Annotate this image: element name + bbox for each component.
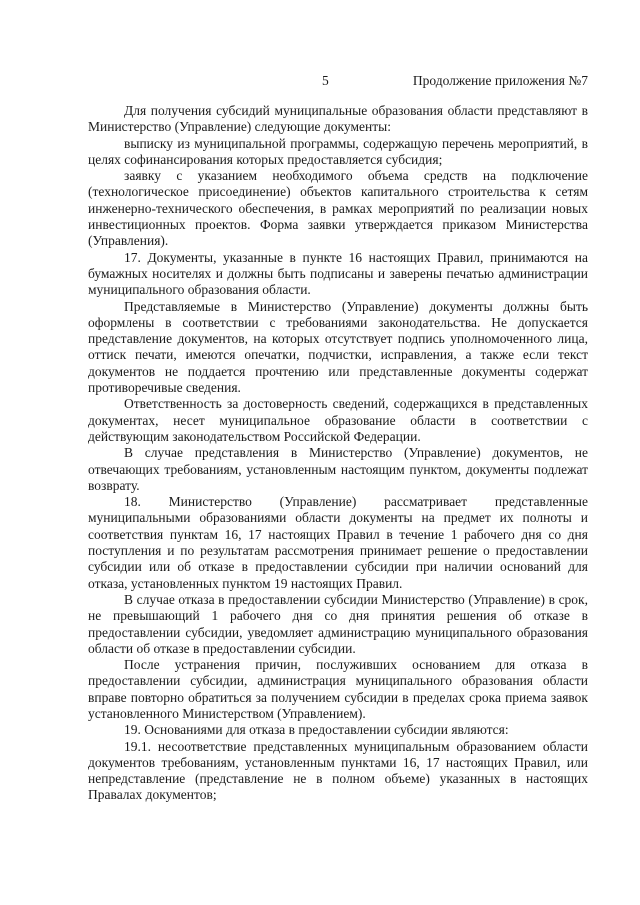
paragraph: заявку с указанием необходимого объема средств на подключение (технологическое присоединение) объектов капитального строительства к сетям инженерно-технического обеспечения, в рамках мероприятий по реализации новых инвестиционных проектов. Форма заявки утверждается приказом Министерства (Управления).	[88, 168, 588, 249]
paragraph: В случае представления в Министерство (Управление) документов, не отвечающих требованиям, установленным настоящим пунктом, документы подлежат возврату.	[88, 445, 588, 493]
paragraph: 17. Документы, указанные в пункте 16 настоящих Правил, принимаются на бумажных носителях и должны быть подписаны и заверены печатью администрации муниципального образования области.	[88, 249, 588, 298]
appendix-continuation-label: Продолжение приложения №7	[412, 73, 588, 88]
paragraph: 19.1. несоответствие представленных муниципальным образованием области документов требованиям, установленным пунктами 16, 17 настоящих Правил, или непредставление (представление не в полном объеме) указанных в настоящих Правалах документов;	[88, 738, 588, 803]
paragraph: выписку из муниципальной программы, содержащую перечень мероприятий, в целях софинансирования которых предоставляется субсидия;	[88, 135, 588, 167]
paragraph: Ответственность за достоверность сведений, содержащихся в представленных документах, несет муниципальное образование области в соответствии с действующим законодательством Российской Федерации.	[88, 396, 588, 444]
paragraph: 18. Министерство (Управление) рассматривает представленные муниципальными образованиями области документы на предмет их полноты и соответствия пунктам 16, 17 настоящих Правил в течение 1 рабочего дня со дня поступления и по результатам рассмотрения принимает решение о предоставлении субсидии или об отказе в предоставлении субсидии при наличии оснований для отказа, установленных пунктом 19 настоящих Правил.	[88, 494, 588, 591]
page-number: 5	[322, 73, 329, 88]
paragraph: После устранения причин, послуживших основанием для отказа в предоставлении субсидии, администрация муниципального образования области вправе повторно обратиться за получением субсидии в пределах срока приема заявок установленного Министерством (Управлением).	[88, 657, 588, 721]
paragraph: Представляемые в Министерство (Управление) документы должны быть оформлены в соответствии с требованиями законодательства. Не допускается представление документов, на которых отсутствует подпись уполномоченного лица, оттиск печати, имеются опечатки, подчистки, исправления, а также если текст документов не поддается прочтению или представленные документы содержат противоречивые сведения.	[88, 298, 588, 396]
document-body	[88, 103, 588, 804]
paragraph: В случае отказа в предоставлении субсидии Министерство (Управление) в срок, не превышающий 1 рабочего дня со дня принятия решения об отказе в предоставлении субсидии, уведомляет администрацию муниципального образования области об отказе в предоставлении субсидии.	[88, 591, 588, 656]
page-header	[0, 73, 640, 89]
paragraph: 19. Основаниями для отказа в предоставлении субсидии являются:	[124, 722, 509, 738]
paragraph: Для получения субсидий муниципальные образования области представляют в Министерство (Управление) следующие документы:	[88, 103, 588, 135]
